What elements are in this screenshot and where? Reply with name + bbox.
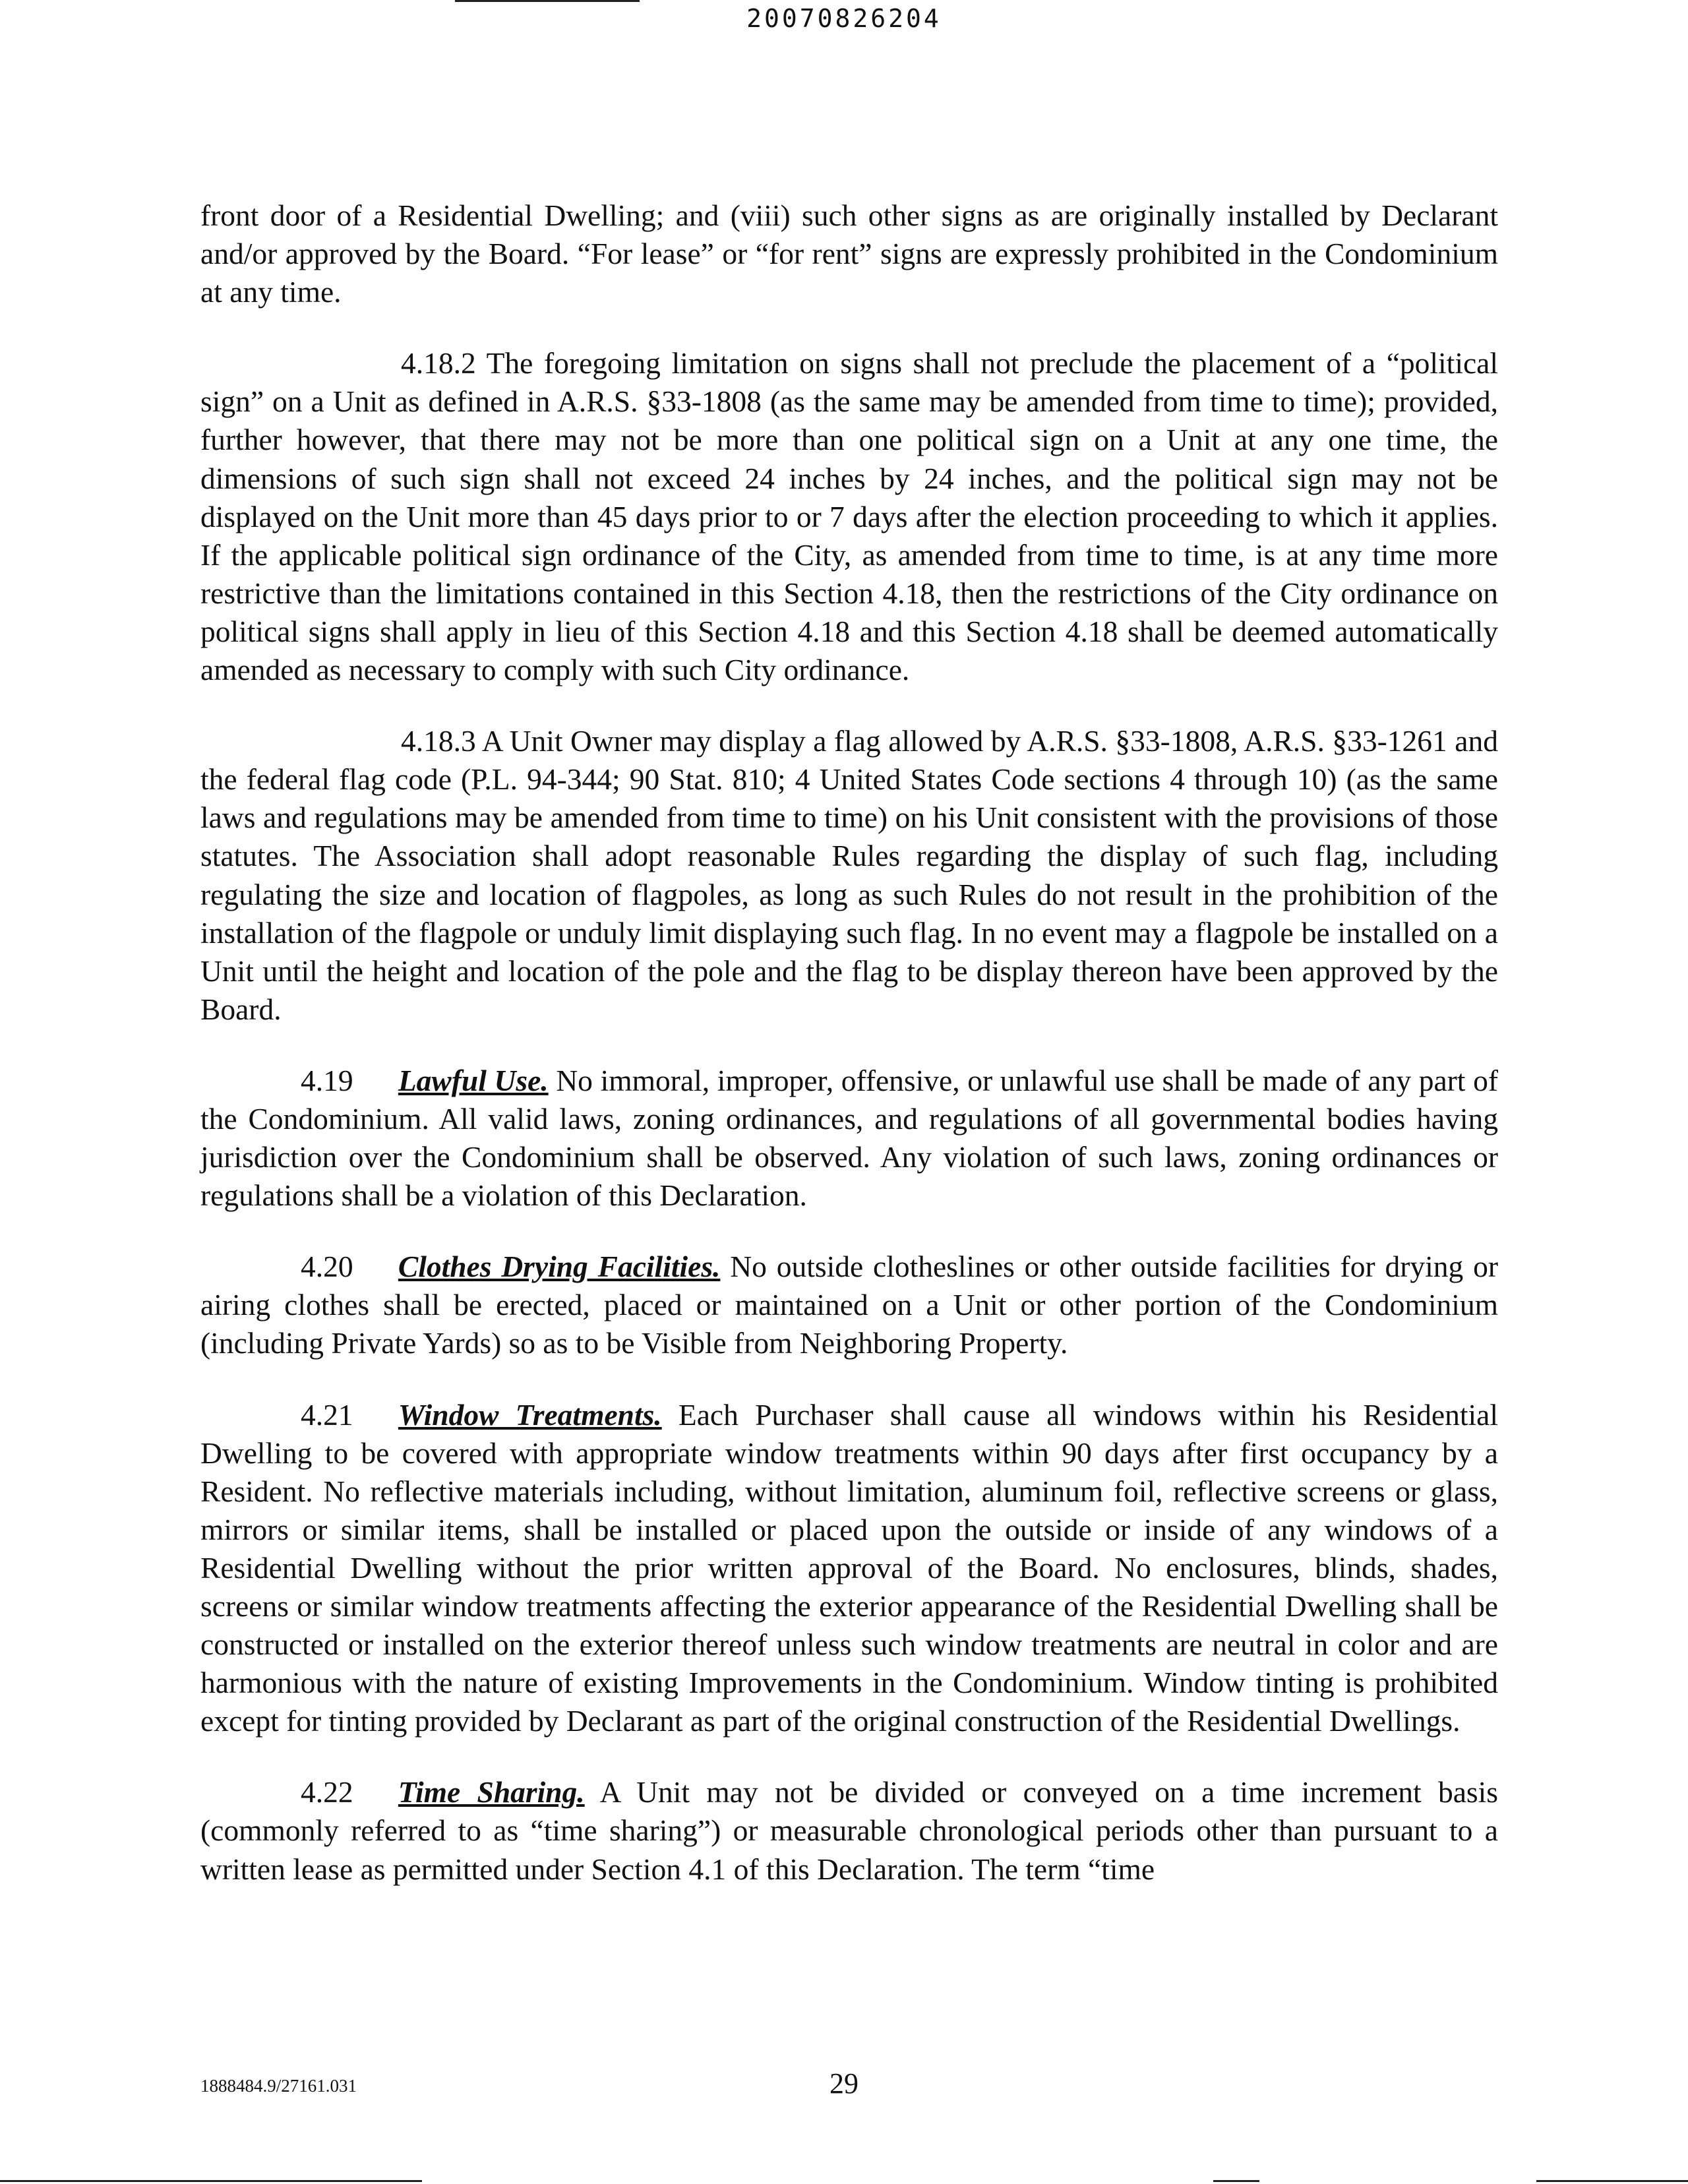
paragraph-4-18-3: 4.18.3 A Unit Owner may display a flag allowed by A.R.S. §33-1808, A.R.S. §33-1261 and the federal flag code (P.L. 94-344; 90 Stat. 810; 4 United States Code sections 4 through 10) (as the same laws and regulations may be amended from time to time) on his Unit consistent with the provisions of those statutes. The Association shall adopt reasonable Rules regarding the display of such flag, including regulating the size and location of flagpoles, as long as such Rules do not result in the prohibition of the installation of the flagpole or unduly limit displaying such flag. In no event may a flagpole be installed on a Unit until the height and location of the pole and the flag to be display thereon have been approved by the Board. [200, 724, 1498, 1026]
bottom-scan-rule [0, 2180, 422, 2182]
paragraph-signs-continued: front door of a Residential Dwelling; and (viii) such other signs as are originally installed by Declarant and/or approved by the Board. “For lease” or “for rent” signs are expressly prohibited in the Condominium at any time. [200, 198, 1498, 309]
section-text: Each Purchaser shall cause all windows within his Residential Dwelling to be covered with appropriate window treatments within 90 days after first occupancy by a Resident. No reflective materials including, without limitation, aluminum foil, reflective screens or glass, mirrors or similar items, shall be installed or placed upon the outside or inside of any windows of a Residential Dwelling without the prior written approval of the Board. No enclosures, blinds, shades, screens or similar window treatments affecting the exterior appearance of the Residential Dwelling shall be constructed or installed on the exterior thereof unless such window treatments are neutral in color and are harmonious with the nature of existing Improvements in the Condominium. Window tinting is prohibited except for tinting provided by Declarant as part of the original construction of the Residential Dwellings. [200, 1397, 1498, 1738]
section-heading: Time Sharing. [398, 1775, 585, 1809]
bottom-scan-rule [1213, 2180, 1259, 2182]
document-body [200, 197, 1498, 1922]
section-heading: Lawful Use. [398, 1063, 549, 1097]
section-text: No immoral, improper, offensive, or unlawful use shall be made of any part of the Condominium. All valid laws, zoning ordinances, and regulations of all governmental bodies having jurisdiction over the Condominium shall be observed. Any violation of such laws, zoning ordinances or regulations shall be a violation of this Declaration. [200, 1063, 1499, 1213]
section-text: No outside clotheslines or other outside facilities for drying or airing clothes shall be erected, placed or maintained on a Unit or other portion of the Condominium (including Private Yards) so as to be Visible from Neighboring Property. [200, 1250, 1498, 1360]
footer-document-code: 1888484.9/27161.031 [200, 2076, 357, 2096]
section-number: 4.19 [301, 1063, 353, 1097]
section-heading: Window Treatments. [398, 1397, 662, 1432]
section-4-19 [200, 1062, 1498, 1215]
section-number: 4.21 [301, 1397, 353, 1432]
paragraph-4-18-2: 4.18.2 The foregoing limitation on signs shall not preclude the placement of a “political sign” on a Unit as defined in A.R.S. §33-1808 (as the same may be amended from time to time); provided, further however, that there may not be more than one political sign on a Unit at any one time, the dimensions of such sign shall not exceed 24 inches by 24 inches, and the political sign may not be displayed on the Unit more than 45 days prior to or 7 days after the election proceeding to which it applies. If the applicable political sign ordinance of the City, as amended from time to time, is at any time more restrictive than the limitations contained in this Section 4.18, then the restrictions of the City ordinance on political signs shall apply in lieu of this Section 4.18 and this Section 4.18 shall be deemed automatically amended as necessary to comply with such City ordinance. [200, 346, 1498, 687]
section-4-21 [200, 1396, 1498, 1741]
bottom-scan-rule [1536, 2180, 1688, 2182]
document-number: 20070826204 [746, 4, 942, 33]
section-4-20 [200, 1248, 1498, 1362]
section-text: A Unit may not be divided or conveyed on a time increment basis (commonly referred to as “time sharing”) or measurable chronological periods other than pursuant to a written lease as permitted under Section 4.1 of this Declaration. The term “time [200, 1775, 1498, 1886]
section-heading: Clothes Drying Facilities. [398, 1250, 721, 1284]
section-4-22 [200, 1773, 1498, 1888]
section-number: 4.20 [301, 1250, 353, 1284]
top-scan-rule [455, 0, 640, 2]
page-number: 29 [829, 2067, 859, 2100]
section-number: 4.22 [301, 1775, 353, 1809]
